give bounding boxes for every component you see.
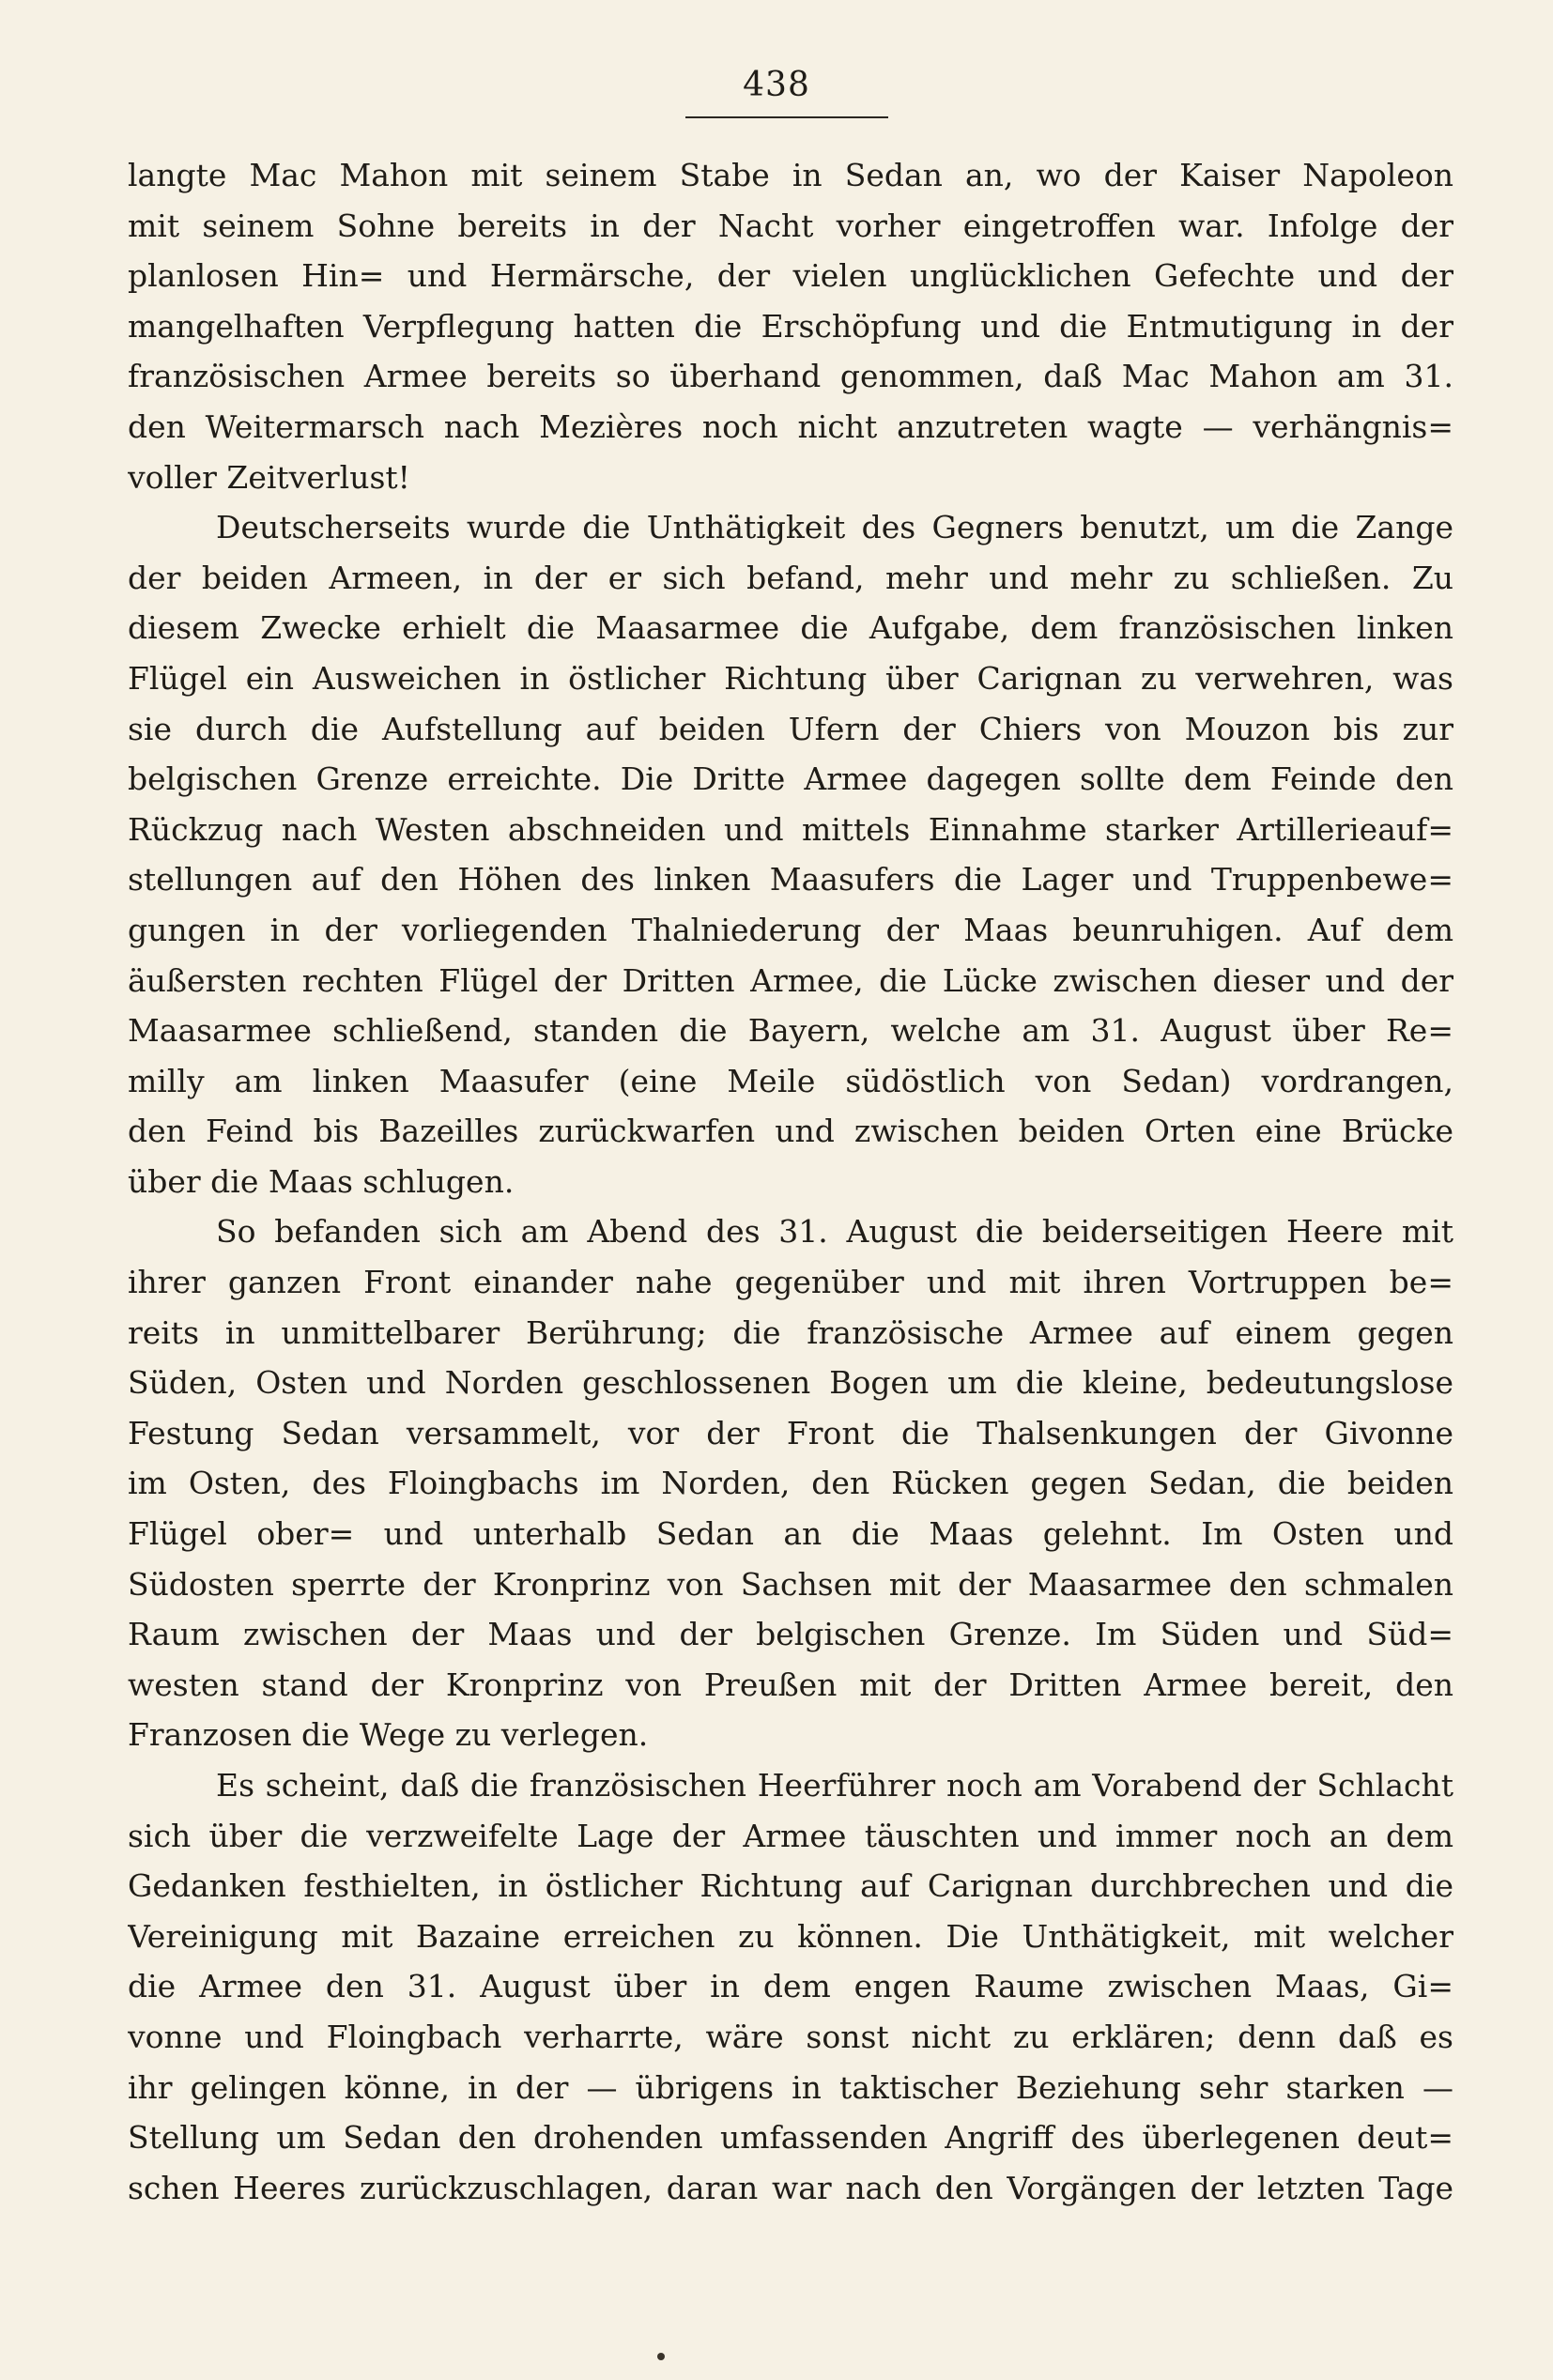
text-line: planlosen Hin= und Hermärsche, der vielen unglücklichen Gefechte und der [128, 257, 1453, 295]
text-line: den Weitermarsch nach Mezières noch nicht anzutreten wagte — verhängnis= [128, 407, 1453, 445]
text-line: reits in unmittelbarer Berührung; die französische Armee auf einem gegen [128, 1313, 1453, 1351]
text-line: im Osten, des Floingbachs im Norden, den Rücken gegen Sedan, die beiden [128, 1465, 1453, 1502]
text-line: westen stand der Kronprinz von Preußen mit der Dritten Armee bereit, den [128, 1666, 1453, 1703]
text-line: langte Mac Mahon mit seinem Stabe in Sedan an, wo der Kaiser Napoleon [128, 157, 1453, 193]
text-line: Südosten sperrte der Kronprinz von Sachsen mit der Maasarmee den schmalen [128, 1565, 1453, 1603]
text-line: stellungen auf den Höhen des linken Maasufers die Lager und Truppenbewe= [128, 861, 1453, 898]
text-line: ihr gelingen könne, in der — übrigens in taktischer Beziehung sehr starken — [128, 2068, 1453, 2106]
paper-speck [657, 2353, 665, 2360]
text-line: gungen in der vorliegenden Thalniederung der Maas beunruhigen. Auf dem [128, 911, 1453, 948]
text-line: So befanden sich am Abend des 31. August die beiderseitigen Heere mit [216, 1213, 1453, 1251]
text-line: Vereinigung mit Bazaine erreichen zu können. Die Unthätigkeit, mit welcher [128, 1917, 1453, 1955]
text-line: milly am linken Maasufer (eine Meile südöstlich von Sedan) vordrangen, [128, 1062, 1453, 1099]
text-line: Flügel ober= und unterhalb Sedan an die Maas gelehnt. Im Osten und [128, 1515, 1453, 1553]
text-line: diesem Zwecke erhielt die Maasarmee die Aufgabe, dem französischen linken [128, 609, 1453, 647]
text-line: Festung Sedan versammelt, vor der Front die Thalsenkungen der Givonne [128, 1414, 1453, 1451]
text-line: äußersten rechten Flügel der Dritten Armee, die Lücke zwischen dieser und der [128, 961, 1453, 999]
text-line: Süden, Osten und Norden geschlossenen Bogen um die kleine, bedeutungslose [128, 1364, 1453, 1402]
text-line: französischen Armee bereits so überhand genommen, daß Mac Mahon am 31. [128, 358, 1453, 395]
text-line: Es scheint, daß die französischen Heerführer noch am Vorabend der Schlacht [216, 1767, 1453, 1804]
text-line: über die Maas schlugen. [128, 1162, 515, 1200]
text-line: Gedanken festhielten, in östlicher Richtung auf Carignan durchbrechen und die [128, 1867, 1453, 1905]
text-line: sie durch die Aufstellung auf beiden Ufern der Chiers von Mouzon bis zur [128, 710, 1453, 747]
header-rule [685, 116, 888, 118]
text-line: belgischen Grenze erreichte. Die Dritte Armee dagegen sollte dem Feinde den [128, 760, 1453, 798]
text-line: die Armee den 31. August über in dem engen Raume zwischen Maas, Gi= [128, 1968, 1453, 2005]
text-line: Rückzug nach Westen abschneiden und mittels Einnahme starker Artillerieauf= [128, 810, 1453, 848]
body-text [128, 150, 1453, 2213]
text-line: der beiden Armeen, in der er sich befand, mehr und mehr zu schließen. Zu [128, 559, 1453, 596]
text-line: Raum zwischen der Maas und der belgischen Grenze. Im Süden und Süd= [128, 1616, 1453, 1653]
text-line: schen Heeres zurückzuschlagen, daran war nach den Vorgängen der letzten Tage [128, 2169, 1453, 2206]
page-number: 438 [743, 66, 810, 104]
text-line: Deutscherseits wurde die Unthätigkeit des Gegners benutzt, um die Zange [216, 509, 1453, 546]
text-line: Maasarmee schließend, standen die Bayern, welche am 31. August über Re= [128, 1012, 1453, 1050]
text-line: vonne und Floingbach verharrte, wäre sonst nicht zu erklären; denn daß es [128, 2018, 1453, 2055]
text-line: voller Zeitverlust! [128, 458, 410, 496]
text-line: Stellung um Sedan den drohenden umfassenden Angriff des überlegenen deut= [128, 2119, 1453, 2157]
text-line: sich über die verzweifelte Lage der Armee täuschten und immer noch an dem [128, 1817, 1453, 1854]
text-line: ihrer ganzen Front einander nahe gegenüber und mit ihren Vortruppen be= [128, 1264, 1453, 1301]
text-line: mit seinem Sohne bereits in der Nacht vorher eingetroffen war. Infolge der [128, 207, 1453, 244]
text-line: Flügel ein Ausweichen in östlicher Richtung über Carignan zu verwehren, was [128, 659, 1453, 697]
text-line: mangelhaften Verpflegung hatten die Erschöpfung und die Entmutigung in der [128, 307, 1453, 345]
text-line: den Feind bis Bazeilles zurückwarfen und zwischen beiden Orten eine Brücke [128, 1113, 1453, 1150]
text-line: Franzosen die Wege zu verlegen. [128, 1716, 649, 1754]
